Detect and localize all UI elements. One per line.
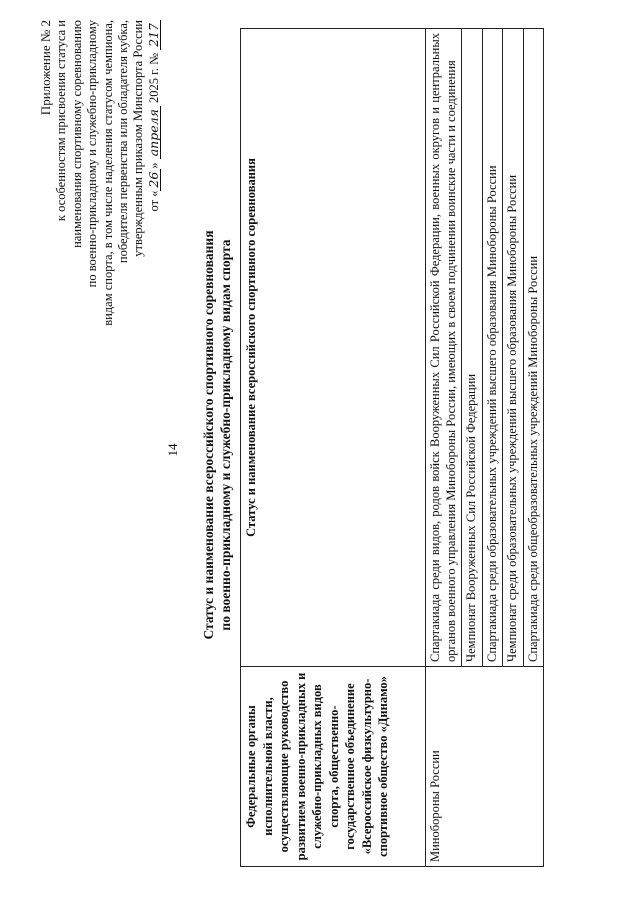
header-status: Статус и наименование всероссийского спортивного соревнования — [241, 29, 426, 667]
competition-cell: Чемпионат Вооруженных Сил Российской Федерации — [462, 29, 483, 667]
organization-cell: Минобороны России — [426, 667, 544, 867]
appendix-line: утвержденным приказом Минспорта России — [131, 20, 146, 257]
order-date-line — [147, 20, 162, 520]
appendix-line: наименования спортивному соревнованию — [69, 20, 84, 248]
appendix-line: видам спорта, в том числе наделения статусом чемпиона, — [100, 20, 115, 326]
appendix-line: победителя первенства или обладателя кубка, — [116, 20, 131, 264]
appendix-header — [38, 20, 162, 520]
handwritten-month: апреля — [147, 106, 161, 159]
handwritten-order-number: 217 — [147, 20, 161, 50]
competition-cell: Чемпионат среди образовательных учреждений высшего образования Минобороны России — [503, 29, 524, 667]
competition-cell: Спартакиада среди общеобразовательных учреждений Минобороны России — [523, 29, 544, 667]
title-line: по военно-прикладному и служебно-прикладному видам спорта — [218, 239, 233, 631]
table-header-row — [241, 29, 426, 867]
date-mid: » — [146, 162, 161, 169]
appendix-title: Приложение № 2 — [38, 20, 53, 116]
title-line: Статус и наименование всероссийского спортивного соревнования — [201, 230, 216, 640]
appendix-line: к особенностям присвоения статуса и — [54, 20, 69, 222]
table-row — [426, 29, 462, 867]
header-authorities: Федеральные органы исполнительной власти, осуществляющие руководство развитием военно-прикладных и служебно-прикладных видов спорта, общественно-государственное объединение «Всероссийское физкультурно-спортивное общество «Динамо» — [241, 667, 426, 867]
competitions-table — [240, 28, 544, 867]
handwritten-day: 26 — [147, 169, 161, 191]
page-number: 14 — [165, 443, 180, 457]
appendix-line: по военно-прикладному и служебно-прикладному — [85, 20, 100, 288]
competition-cell: Спартакиада среди видов, родов войск Вооруженных Сил Российской Федерации, военных округов и центральных органов военного управления Минобороны России, имеющих в своем подчинении воинские части и соединения — [426, 29, 462, 667]
competition-cell: Спартакиада среди образовательных учреждений высшего образования Минобороны России — [482, 29, 503, 667]
document-title — [200, 55, 234, 815]
date-year: 2025 г. № — [146, 52, 161, 104]
date-prefix: от « — [146, 190, 161, 212]
